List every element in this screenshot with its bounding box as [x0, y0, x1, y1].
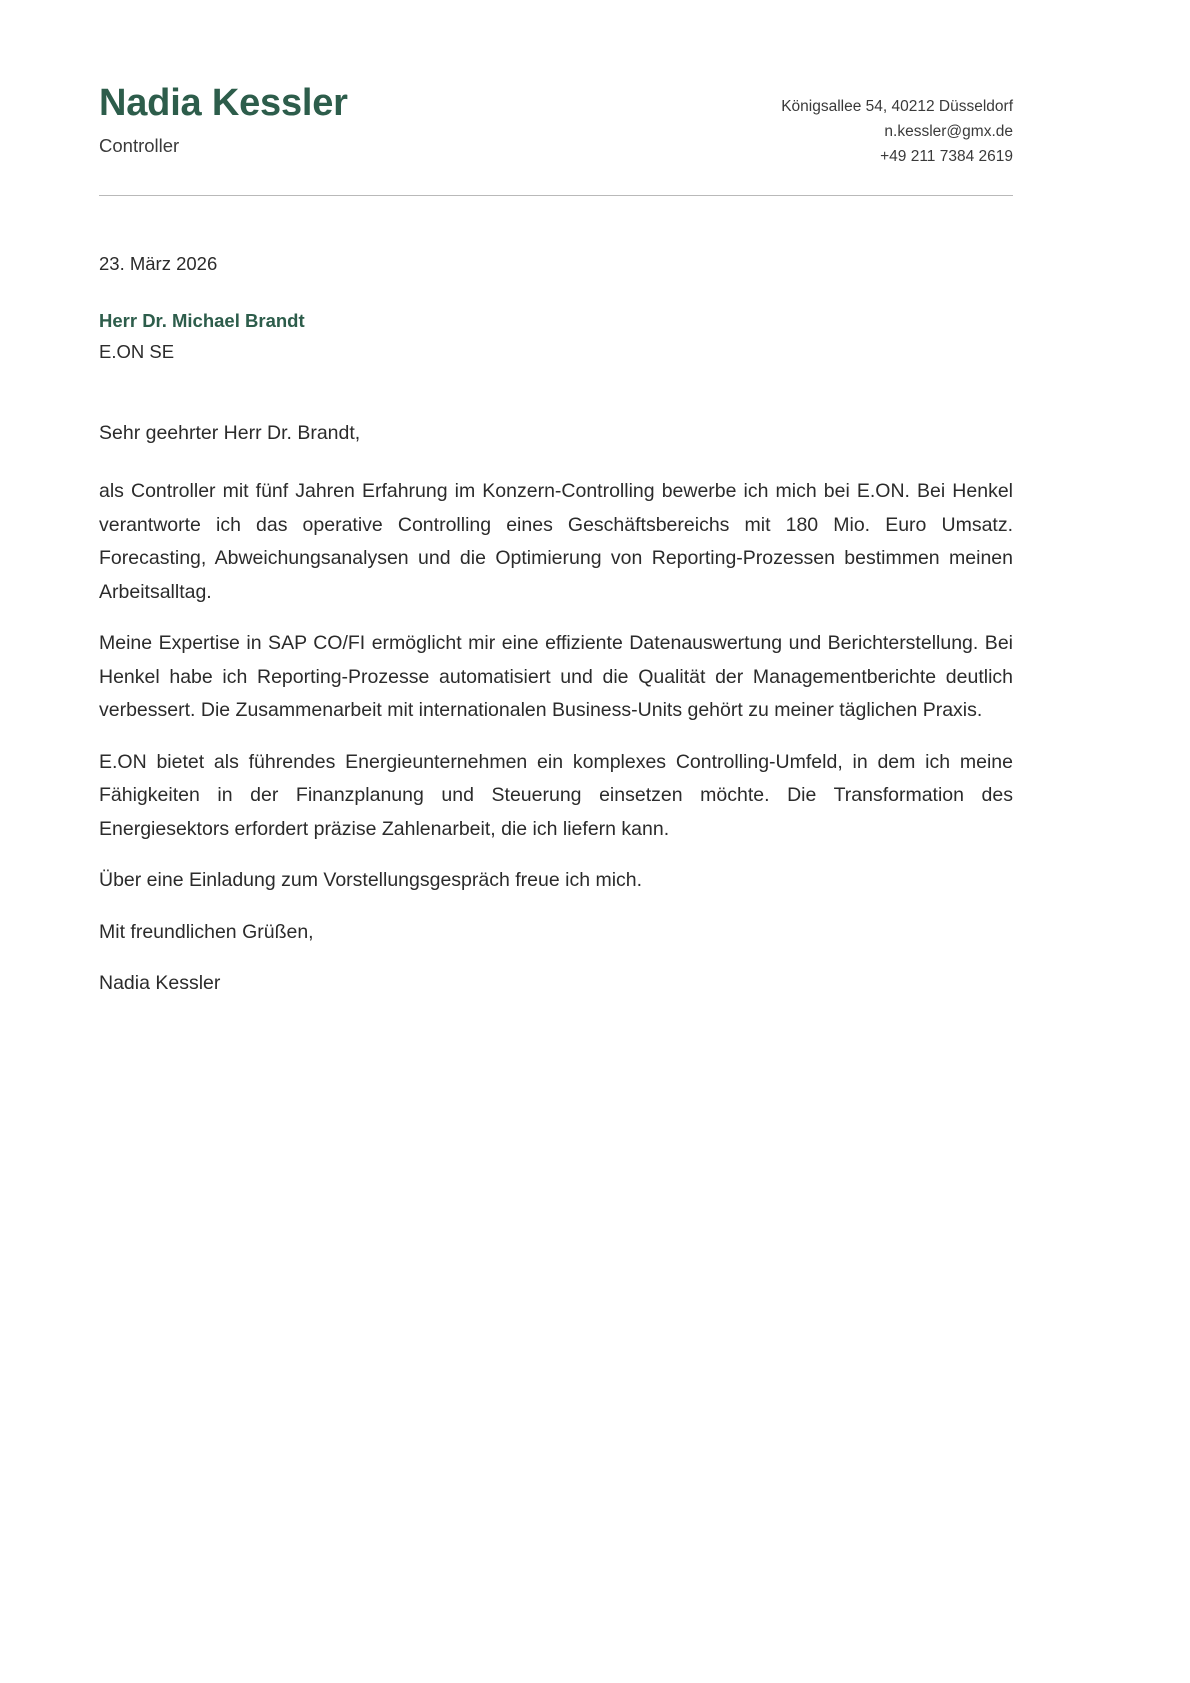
- salutation: Sehr geehrter Herr Dr. Brandt,: [99, 421, 361, 444]
- body-paragraph: als Controller mit fünf Jahren Erfahrung im Konzern-Controlling bewerbe ich mich bei E.ON. Bei Henkel verantworte ich das operative Controlling eines Geschäftsbereichs mit 180 Mio. Euro Umsatz. Forecasting, Abweichungsanalysen und die Optimierung von Reporting-Prozessen bestimmen meinen Arbeitsalltag.: [99, 479, 1013, 603]
- header-divider: [99, 195, 1013, 196]
- contact-phone: +49 211 7384 2619: [880, 148, 1013, 166]
- recipient-block: [99, 308, 1013, 366]
- letter-header: [99, 0, 1013, 169]
- identity-block: [99, 82, 348, 158]
- letter-content: [99, 0, 1013, 1001]
- applicant-job-title: Controller: [99, 134, 180, 156]
- recipient-name: Herr Dr. Michael Brandt: [99, 310, 305, 332]
- contact-block: [781, 82, 1013, 169]
- body-paragraph: Über eine Einladung zum Vorstellungsgespräch freue ich mich.: [99, 869, 643, 892]
- signature-name: Nadia Kessler: [99, 972, 221, 995]
- contact-email[interactable]: n.kessler@gmx.de: [884, 123, 1013, 141]
- applicant-name: Nadia Kessler: [99, 82, 348, 124]
- letter-body: [99, 418, 1013, 1001]
- body-paragraph: E.ON bietet als führendes Energieunternehmen ein komplexes Controlling-Umfeld, in dem ich meine Fähigkeiten in der Finanzplanung und Steuerung einsetzen möchte. Die Transformation des Energiesektors erfordert präzise Zahlenarbeit, die ich liefern kann.: [99, 750, 1013, 840]
- body-paragraph: Meine Expertise in SAP CO/FI ermöglicht mir eine effiziente Datenauswertung und Berichterstellung. Bei Henkel habe ich Reporting-Prozesse automatisiert und die Qualität der Managementberichte deutlich verbessert. Die Zusammenarbeit mit internationalen Business-Units gehört zu meiner täglichen Praxis.: [99, 632, 1013, 722]
- closing-salutation: Mit freundlichen Grüßen,: [99, 920, 314, 943]
- letter-date: 23. März 2026: [99, 253, 218, 275]
- letter-meta: [99, 251, 1013, 365]
- contact-address: Königsallee 54, 40212 Düsseldorf: [781, 98, 1013, 115]
- recipient-company: E.ON SE: [99, 341, 175, 363]
